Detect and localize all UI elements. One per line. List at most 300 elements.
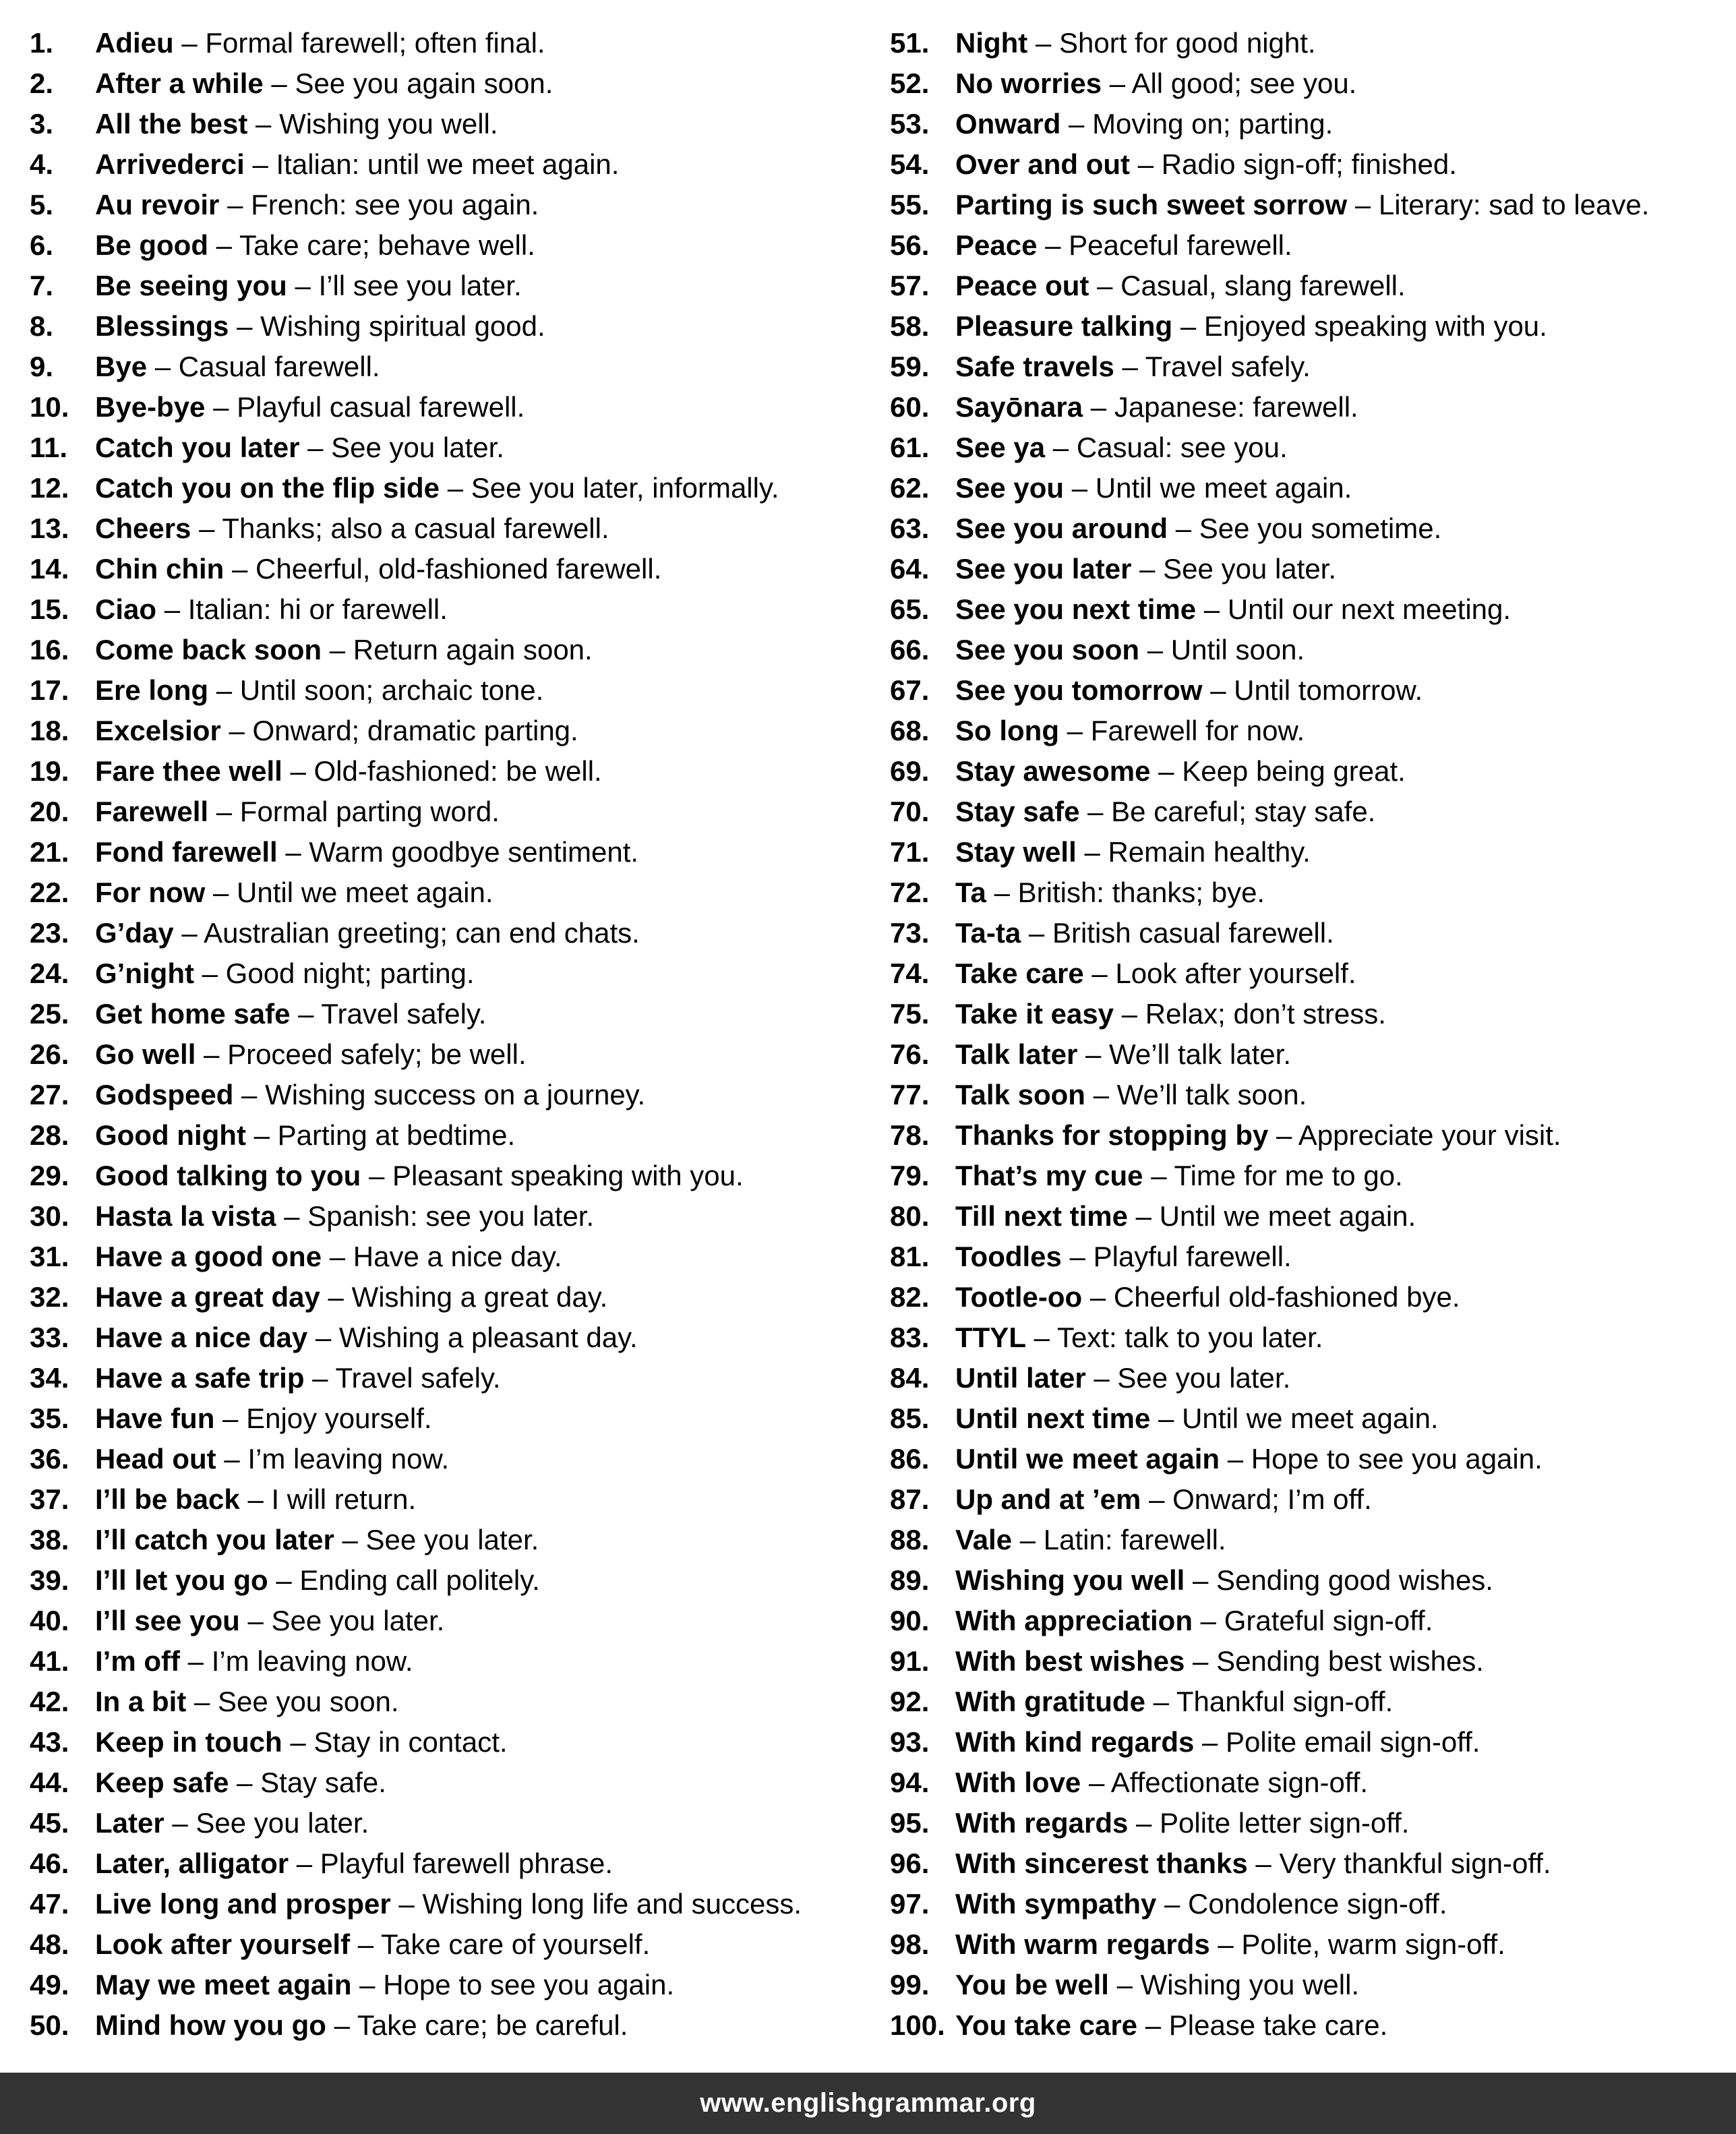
phrase-number: 92. bbox=[890, 1686, 930, 1717]
phrase-term: Good talking to you bbox=[95, 1160, 361, 1191]
phrase-item bbox=[30, 1398, 872, 1439]
phrase-number: 54. bbox=[890, 148, 930, 180]
phrase-separator: – bbox=[1139, 553, 1156, 585]
phrase-separator: – bbox=[315, 1322, 332, 1353]
phrase-number: 32. bbox=[30, 1281, 69, 1313]
phrase-line bbox=[95, 185, 539, 225]
phrase-term: With sympathy bbox=[955, 1888, 1157, 1920]
phrase-definition: Proceed safely; be well. bbox=[227, 1038, 527, 1070]
phrase-separator: – bbox=[252, 148, 268, 180]
phrase-definition: Italian: hi or farewell. bbox=[187, 593, 448, 625]
phrase-term: Later, alligator bbox=[95, 1847, 289, 1879]
phrase-separator: – bbox=[187, 1645, 204, 1677]
phrase-item bbox=[30, 1924, 872, 1965]
phrase-item bbox=[890, 266, 1733, 306]
phrase-item bbox=[890, 1358, 1733, 1398]
phrase-definition: Keep being great. bbox=[1182, 755, 1406, 787]
phrase-separator: – bbox=[1084, 836, 1100, 868]
phrase-definition: Appreciate your visit. bbox=[1298, 1119, 1561, 1151]
phrase-term: Chin chin bbox=[95, 553, 225, 585]
phrase-item bbox=[30, 1803, 872, 1843]
phrase-number: 47. bbox=[30, 1888, 69, 1920]
phrase-term: Have a great day bbox=[95, 1281, 320, 1313]
phrase-term: Until later bbox=[955, 1362, 1086, 1394]
phrase-definition: See you soon. bbox=[218, 1686, 399, 1717]
phrase-separator: – bbox=[1089, 1281, 1106, 1313]
phrase-separator: – bbox=[307, 432, 324, 463]
phrase-number: 57. bbox=[890, 270, 930, 301]
phrase-number: 36. bbox=[30, 1443, 69, 1475]
phrase-number: 29. bbox=[30, 1160, 69, 1191]
phrase-definition: Short for good night. bbox=[1059, 27, 1316, 59]
phrase-separator: – bbox=[199, 512, 215, 544]
phrase-line bbox=[955, 63, 1356, 104]
phrase-definition: I’ll see you later. bbox=[318, 270, 522, 301]
phrase-term: Peace bbox=[955, 229, 1038, 261]
phrase-definition: See you again soon. bbox=[295, 67, 553, 99]
phrase-definition: Remain healthy. bbox=[1108, 836, 1311, 868]
phrase-separator: – bbox=[1180, 310, 1197, 342]
phrase-number: 40. bbox=[30, 1605, 69, 1636]
phrase-item bbox=[30, 1479, 872, 1520]
phrase-definition: Casual farewell. bbox=[178, 351, 380, 382]
phrase-number: 95. bbox=[890, 1807, 930, 1839]
phrase-term: Hasta la vista bbox=[95, 1200, 276, 1232]
phrase-line bbox=[95, 1479, 416, 1520]
phrase-line bbox=[95, 1398, 432, 1439]
phrase-separator: – bbox=[237, 1767, 253, 1798]
phrase-item bbox=[30, 1722, 872, 1762]
phrase-definition: Travel safely. bbox=[321, 998, 487, 1030]
phrase-number: 1. bbox=[30, 27, 54, 59]
phrase-separator: – bbox=[329, 1241, 346, 1272]
phrase-number: 89. bbox=[890, 1564, 930, 1596]
phrase-term: TTYL bbox=[955, 1322, 1026, 1353]
phrase-number: 20. bbox=[30, 796, 69, 827]
phrase-definition: Good night; parting. bbox=[225, 957, 475, 989]
phrase-separator: – bbox=[1069, 1241, 1085, 1272]
phrase-number: 55. bbox=[890, 189, 930, 220]
phrase-item bbox=[890, 994, 1733, 1034]
phrase-separator: – bbox=[229, 715, 245, 746]
phrase-definition: Old-fashioned: be well. bbox=[313, 755, 602, 787]
phrase-item bbox=[30, 1520, 872, 1560]
phrase-line bbox=[95, 832, 638, 872]
phrase-line bbox=[955, 1641, 1484, 1682]
phrase-line bbox=[95, 1965, 674, 2005]
phrase-separator: – bbox=[368, 1160, 385, 1191]
phrase-term: Head out bbox=[95, 1443, 216, 1475]
phrase-number: 77. bbox=[890, 1079, 930, 1110]
phrase-line bbox=[95, 1277, 607, 1317]
phrase-term: Stay safe bbox=[955, 796, 1080, 827]
phrase-line bbox=[95, 1924, 650, 1965]
phrase-line bbox=[95, 1762, 386, 1803]
phrase-separator: – bbox=[1210, 674, 1226, 706]
phrase-definition: Parting at bedtime. bbox=[277, 1119, 516, 1151]
phrase-term: Night bbox=[955, 27, 1028, 59]
phrase-line bbox=[955, 1479, 1372, 1520]
phrase-number: 30. bbox=[30, 1200, 69, 1232]
phrase-item bbox=[890, 1560, 1733, 1601]
phrase-separator: – bbox=[212, 877, 229, 908]
phrase-term: I’ll see you bbox=[95, 1605, 240, 1636]
phrase-number: 75. bbox=[890, 998, 930, 1030]
phrase-term: Bye bbox=[95, 351, 148, 382]
phrase-definition: Travel safely. bbox=[335, 1362, 501, 1394]
phrase-separator: – bbox=[334, 2009, 350, 2041]
phrase-item bbox=[30, 1601, 872, 1641]
phrase-definition: Australian greeting; can end chats. bbox=[204, 917, 640, 949]
phrase-number: 68. bbox=[890, 715, 930, 746]
phrase-definition: Be careful; stay safe. bbox=[1111, 796, 1376, 827]
phrase-item bbox=[890, 23, 1733, 63]
phrase-separator: – bbox=[247, 1483, 264, 1515]
phrase-item bbox=[890, 144, 1733, 185]
phrase-number: 5. bbox=[30, 189, 54, 220]
phrase-definition: Onward; I’m off. bbox=[1172, 1483, 1372, 1515]
phrase-separator: – bbox=[1200, 1605, 1217, 1636]
phrase-definition: We’ll talk soon. bbox=[1116, 1079, 1307, 1110]
phrase-line bbox=[95, 872, 493, 913]
phrase-line bbox=[955, 1237, 1292, 1277]
phrase-term: Over and out bbox=[955, 148, 1131, 180]
phrase-item bbox=[30, 630, 872, 670]
phrase-separator: – bbox=[1175, 512, 1192, 544]
phrase-definition: Moving on; parting. bbox=[1092, 108, 1334, 140]
phrase-separator: – bbox=[1067, 715, 1083, 746]
phrase-line bbox=[955, 549, 1336, 589]
phrase-term: Keep in touch bbox=[95, 1726, 282, 1758]
phrase-number: 60. bbox=[890, 391, 930, 423]
phrase-column-left bbox=[30, 23, 872, 2046]
phrase-definition: Onward; dramatic parting. bbox=[252, 715, 578, 746]
phrase-line bbox=[955, 711, 1305, 751]
phrase-separator: – bbox=[224, 1443, 240, 1475]
phrase-line bbox=[955, 1075, 1307, 1115]
phrase-line bbox=[955, 589, 1511, 630]
phrase-item bbox=[890, 1601, 1733, 1641]
phrase-number: 74. bbox=[890, 957, 930, 989]
phrase-separator: – bbox=[1088, 1767, 1105, 1798]
phrase-number: 90. bbox=[890, 1605, 930, 1636]
phrase-item bbox=[890, 549, 1733, 589]
phrase-item bbox=[30, 1560, 872, 1601]
phrase-line bbox=[955, 23, 1316, 63]
phrase-separator: – bbox=[1203, 593, 1220, 625]
phrase-number: 38. bbox=[30, 1524, 69, 1555]
phrase-number: 76. bbox=[890, 1038, 930, 1070]
phrase-definition: Until we meet again. bbox=[1182, 1402, 1439, 1434]
phrase-separator: – bbox=[154, 351, 171, 382]
phrase-number: 65. bbox=[890, 593, 930, 625]
phrase-number: 91. bbox=[890, 1645, 930, 1677]
phrase-term: Get home safe bbox=[95, 998, 291, 1030]
phrase-term: Catch you later bbox=[95, 432, 300, 463]
phrase-separator: – bbox=[1158, 755, 1174, 787]
phrase-term: That’s my cue bbox=[955, 1160, 1143, 1191]
phrase-number: 17. bbox=[30, 674, 69, 706]
phrase-definition: Formal farewell; often final. bbox=[205, 27, 545, 59]
phrase-item bbox=[890, 1398, 1733, 1439]
phrase-item bbox=[30, 872, 872, 913]
phrase-separator: – bbox=[1147, 634, 1164, 665]
phrase-separator: – bbox=[1122, 351, 1138, 382]
phrase-item bbox=[30, 1358, 872, 1398]
phrase-term: See you soon bbox=[955, 634, 1140, 665]
phrase-item bbox=[890, 1722, 1733, 1762]
phrase-item bbox=[30, 427, 872, 468]
phrase-number: 88. bbox=[890, 1524, 930, 1555]
phrase-item bbox=[30, 792, 872, 832]
phrase-definition: Casual, slang farewell. bbox=[1120, 270, 1406, 301]
phrase-term: Later bbox=[95, 1807, 164, 1839]
phrase-number: 98. bbox=[890, 1928, 930, 1960]
phrase-line bbox=[95, 792, 500, 832]
phrase-line bbox=[95, 1884, 802, 1924]
phrase-term: I’ll let you go bbox=[95, 1564, 268, 1596]
phrase-line bbox=[955, 953, 1356, 994]
phrase-term: Bye-bye bbox=[95, 391, 206, 423]
phrase-definition: French: see you again. bbox=[251, 189, 539, 220]
phrase-term: Talk soon bbox=[955, 1079, 1085, 1110]
phrase-separator: – bbox=[216, 229, 233, 261]
phrase-number: 2. bbox=[30, 67, 54, 99]
phrase-item bbox=[30, 1884, 872, 1924]
phrase-item bbox=[890, 1965, 1733, 2005]
phrase-line bbox=[955, 1601, 1433, 1641]
phrase-separator: – bbox=[285, 836, 301, 868]
phrase-definition: Stay safe. bbox=[260, 1767, 386, 1798]
phrase-number: 7. bbox=[30, 270, 54, 301]
phrase-number: 71. bbox=[890, 836, 930, 868]
phrase-separator: – bbox=[1149, 1483, 1165, 1515]
phrase-term: Sayōnara bbox=[955, 391, 1083, 423]
phrase-definition: Enjoyed speaking with you. bbox=[1203, 310, 1547, 342]
phrase-item bbox=[890, 670, 1733, 711]
phrase-term: Onward bbox=[955, 108, 1061, 140]
phrase-item bbox=[30, 1196, 872, 1237]
phrase-separator: – bbox=[1135, 1200, 1151, 1232]
phrase-term: With best wishes bbox=[955, 1645, 1185, 1677]
phrase-line bbox=[955, 387, 1358, 427]
phrase-number: 15. bbox=[30, 593, 69, 625]
phrase-term: Live long and prosper bbox=[95, 1888, 391, 1920]
phrase-separator: – bbox=[181, 917, 198, 949]
phrase-list bbox=[30, 23, 1715, 2046]
phrase-number: 51. bbox=[890, 27, 930, 59]
phrase-item bbox=[890, 1682, 1733, 1722]
phrase-definition: Wishing success on a journey. bbox=[265, 1079, 646, 1110]
phrase-separator: – bbox=[398, 1888, 415, 1920]
phrase-line bbox=[955, 1924, 1505, 1965]
phrase-number: 80. bbox=[890, 1200, 930, 1232]
phrase-item bbox=[890, 468, 1733, 508]
phrase-item bbox=[30, 1115, 872, 1156]
phrase-definition: Have a nice day. bbox=[353, 1241, 562, 1272]
phrase-definition: See you later. bbox=[1163, 553, 1337, 585]
phrase-definition: Hope to see you again. bbox=[1251, 1443, 1543, 1475]
phrase-number: 34. bbox=[30, 1362, 69, 1394]
phrase-term: Keep safe bbox=[95, 1767, 229, 1798]
phrase-item bbox=[890, 872, 1733, 913]
phrase-term: With warm regards bbox=[955, 1928, 1210, 1960]
phrase-definition: Grateful sign-off. bbox=[1224, 1605, 1433, 1636]
footer-bar bbox=[0, 2073, 1736, 2134]
phrase-term: You be well bbox=[955, 1969, 1109, 2000]
phrase-separator: – bbox=[1202, 1726, 1218, 1758]
phrase-term: Blessings bbox=[95, 310, 229, 342]
phrase-definition: Sending best wishes. bbox=[1216, 1645, 1484, 1677]
phrase-number: 10. bbox=[30, 391, 69, 423]
phrase-term: See you tomorrow bbox=[955, 674, 1203, 706]
phrase-item bbox=[890, 1317, 1733, 1358]
phrase-number: 73. bbox=[890, 917, 930, 949]
phrase-definition: Until tomorrow. bbox=[1234, 674, 1423, 706]
phrase-number: 66. bbox=[890, 634, 930, 665]
phrase-separator: – bbox=[1019, 1524, 1036, 1555]
phrase-definition: Until we meet again. bbox=[1095, 472, 1352, 504]
phrase-separator: – bbox=[329, 634, 346, 665]
phrase-line bbox=[95, 266, 522, 306]
phrase-number: 100. bbox=[890, 2009, 945, 2041]
phrase-number: 16. bbox=[30, 634, 69, 665]
phrase-term: No worries bbox=[955, 67, 1102, 99]
phrase-line bbox=[955, 427, 1288, 468]
phrase-item bbox=[890, 953, 1733, 994]
phrase-line bbox=[95, 1803, 369, 1843]
phrase-number: 33. bbox=[30, 1322, 69, 1353]
phrase-item bbox=[890, 832, 1733, 872]
phrase-item bbox=[30, 913, 872, 953]
phrase-separator: – bbox=[213, 391, 229, 423]
phrase-number: 96. bbox=[890, 1847, 930, 1879]
phrase-separator: – bbox=[227, 189, 243, 220]
phrase-line bbox=[955, 306, 1547, 347]
phrase-line bbox=[955, 144, 1457, 185]
phrase-item bbox=[890, 630, 1733, 670]
phrase-number: 26. bbox=[30, 1038, 69, 1070]
phrase-line bbox=[955, 913, 1334, 953]
phrase-separator: – bbox=[1109, 67, 1126, 99]
phrase-item bbox=[890, 1277, 1733, 1317]
phrase-item bbox=[890, 387, 1733, 427]
phrase-definition: Take care of yourself. bbox=[381, 1928, 651, 1960]
phrase-line bbox=[95, 751, 602, 792]
phrase-separator: – bbox=[181, 27, 198, 59]
phrase-line bbox=[955, 1317, 1323, 1358]
phrase-term: Take it easy bbox=[955, 998, 1114, 1030]
phrase-definition: Thankful sign-off. bbox=[1176, 1686, 1394, 1717]
phrase-term: See you bbox=[955, 472, 1065, 504]
phrase-separator: – bbox=[342, 1524, 358, 1555]
phrase-item bbox=[890, 1034, 1733, 1075]
phrase-definition: Enjoy yourself. bbox=[246, 1402, 432, 1434]
phrase-line bbox=[95, 387, 525, 427]
phrase-number: 79. bbox=[890, 1160, 930, 1191]
phrase-definition: Relax; don’t stress. bbox=[1145, 998, 1386, 1030]
phrase-item bbox=[30, 549, 872, 589]
phrase-definition: Polite letter sign-off. bbox=[1160, 1807, 1410, 1839]
phrase-separator: – bbox=[1121, 998, 1138, 1030]
phrase-separator: – bbox=[1094, 1362, 1110, 1394]
phrase-item bbox=[890, 1479, 1733, 1520]
phrase-definition: Spanish: see you later. bbox=[307, 1200, 595, 1232]
phrase-item bbox=[30, 953, 872, 994]
phrase-term: Godspeed bbox=[95, 1079, 234, 1110]
phrase-term: All the best bbox=[95, 108, 248, 140]
phrase-definition: Radio sign-off; finished. bbox=[1161, 148, 1457, 180]
phrase-number: 35. bbox=[30, 1402, 69, 1434]
phrase-number: 72. bbox=[890, 877, 930, 908]
phrase-separator: – bbox=[1145, 2009, 1162, 2041]
phrase-line bbox=[955, 670, 1423, 711]
phrase-item bbox=[890, 1803, 1733, 1843]
phrase-separator: – bbox=[1090, 391, 1107, 423]
phrase-number: 59. bbox=[890, 351, 930, 382]
phrase-definition: British: thanks; bye. bbox=[1017, 877, 1265, 908]
phrase-separator: – bbox=[222, 1402, 239, 1434]
phrase-definition: Wishing long life and success. bbox=[422, 1888, 802, 1920]
phrase-separator: – bbox=[1158, 1402, 1174, 1434]
phrase-definition: I’m leaving now. bbox=[211, 1645, 413, 1677]
phrase-line bbox=[955, 994, 1386, 1034]
phrase-line bbox=[95, 1520, 539, 1560]
footer-url[interactable]: www.englishgrammar.org bbox=[700, 2088, 1036, 2118]
phrase-line bbox=[955, 1722, 1480, 1762]
phrase-number: 22. bbox=[30, 877, 69, 908]
phrase-number: 53. bbox=[890, 108, 930, 140]
phrase-separator: – bbox=[1087, 796, 1104, 827]
phrase-item bbox=[30, 1965, 872, 2005]
phrase-definition: Formal parting word. bbox=[239, 796, 500, 827]
phrase-definition: Sending good wishes. bbox=[1216, 1564, 1493, 1596]
phrase-number: 58. bbox=[890, 310, 930, 342]
phrase-definition: Return again soon. bbox=[353, 634, 593, 665]
phrase-term: Until we meet again bbox=[955, 1443, 1220, 1475]
phrase-term: In a bit bbox=[95, 1686, 187, 1717]
phrase-separator: – bbox=[1052, 432, 1069, 463]
phrase-term: Peace out bbox=[955, 270, 1089, 301]
phrase-line bbox=[95, 1156, 744, 1196]
phrase-term: Be seeing you bbox=[95, 270, 287, 301]
phrase-definition: Casual: see you. bbox=[1076, 432, 1288, 463]
phrase-definition: Until our next meeting. bbox=[1227, 593, 1511, 625]
phrase-item bbox=[30, 1682, 872, 1722]
phrase-number: 23. bbox=[30, 917, 69, 949]
phrase-term: Catch you on the flip side bbox=[95, 472, 440, 504]
phrase-line bbox=[955, 1803, 1409, 1843]
phrase-item bbox=[890, 185, 1733, 225]
phrase-term: Be good bbox=[95, 229, 208, 261]
phrase-separator: – bbox=[1153, 1686, 1169, 1717]
phrase-term: With kind regards bbox=[955, 1726, 1195, 1758]
phrase-number: 69. bbox=[890, 755, 930, 787]
phrase-separator: – bbox=[1035, 27, 1052, 59]
phrase-line bbox=[955, 468, 1352, 508]
phrase-definition: Cheerful old-fashioned bye. bbox=[1113, 1281, 1460, 1313]
phrase-separator: – bbox=[1097, 270, 1113, 301]
phrase-number: 19. bbox=[30, 755, 69, 787]
phrase-definition: Travel safely. bbox=[1145, 351, 1311, 382]
phrase-line bbox=[95, 347, 380, 387]
phrase-definition: Wishing you well. bbox=[1140, 1969, 1360, 2000]
phrase-separator: – bbox=[1116, 1969, 1133, 2000]
phrase-term: With love bbox=[955, 1767, 1081, 1798]
phrase-separator: – bbox=[1193, 1645, 1209, 1677]
phrase-definition: Japanese: farewell. bbox=[1114, 391, 1358, 423]
phrase-definition: Literary: sad to leave. bbox=[1378, 189, 1650, 220]
